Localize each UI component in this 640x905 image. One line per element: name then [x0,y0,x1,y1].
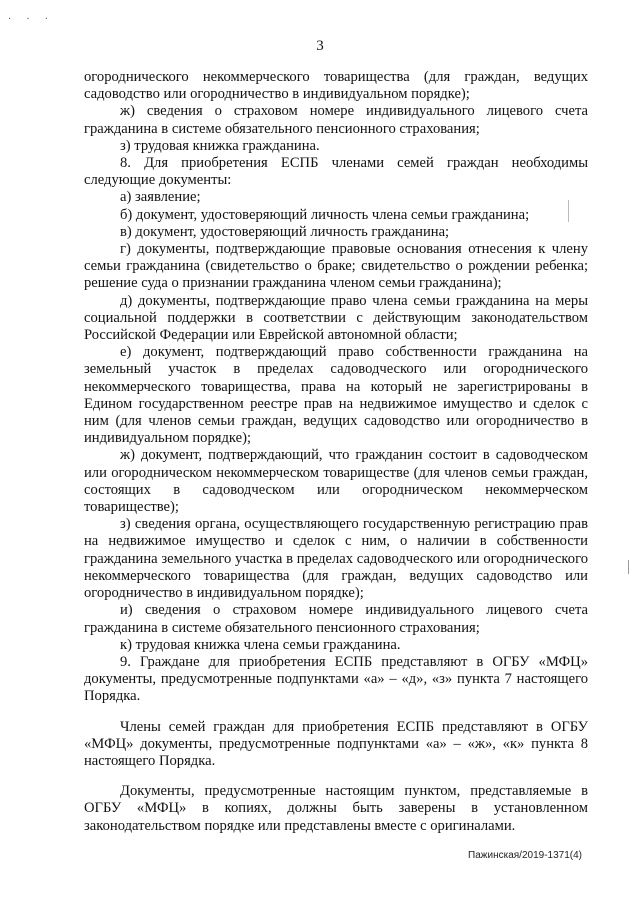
paragraph-8-a: а) заявление; [120,189,201,206]
document-body [84,69,588,835]
paragraph-8-zh: ж) документ, подтверждающий, что гражданин состоит в садоводческом или огородническом некоммерческом товариществе (для членов семьи граждан, состоящих в садоводческом или огородническом некоммерческом товариществе); [84,447,588,516]
paragraph-8-i: и) сведения о страховом номере индивидуального лицевого счета гражданина в системе обязательного пенсионного страхования; [84,602,588,636]
paragraph-9-members: Члены семей граждан для приобретения ЕСПБ представляют в ОГБУ «МФЦ» документы, предусмотренные подпунктами «а» – «ж», «к» пункта 8 настоящего Порядка. [84,718,588,769]
paragraph-9-copies: Документы, предусмотренные настоящим пунктом, представляемые в ОГБУ «МФЦ» в копиях, должны быть заверены в установленном законодательством порядке или представлены вместе с оригиналами. [84,783,588,834]
paragraph-8-b: б) документ, удостоверяющий личность члена семьи гражданина; [120,206,530,223]
paragraph-7-zh: ж) сведения о страховом номере индивидуального лицевого счета гражданина в системе обязательного пенсионного страхования; [84,103,588,137]
paragraph-8-v: в) документ, удостоверяющий личность гражданина; [120,223,450,240]
paragraph-9: 9. Граждане для приобретения ЕСПБ представляют в ОГБУ «МФЦ» документы, предусмотренные подпунктами «а» – «д», «з» пункта 7 настоящего Порядка. [84,653,588,705]
paragraph-8-g: г) документы, подтверждающие правовые основания отнесения к члену семьи гражданина (свидетельство о браке; свидетельство о рождении ребенка; решение суда о признании гражданина членом семьи гражданина); [84,241,588,292]
paragraph-8-e: е) документ, подтверждающий право собственности гражданина на земельный участок в пределах садоводческого или огороднического некоммерческого товарищества, права на который не зарегистрированы в Едином государственном реестре прав на недвижимое имущество и сделок с ним (для членов семьи граждан, ведущих садоводство или огородничество в индивидуальном порядке); [84,344,588,447]
page-number: 3 [316,38,324,54]
paragraph-8-z: з) сведения органа, осуществляющего государственную регистрацию прав на недвижимое имущество и сделок с ним, о наличии в собственности гражданина земельного участка в пределах садоводческого или огороднического некоммерческого товарищества (для граждан, ведущих садоводство или огородничество в индивидуальном порядке); [84,516,588,602]
paragraph-continuation: огороднического некоммерческого товарищества (для граждан, ведущих садоводство или огородничество в индивидуальном порядке); [84,69,588,103]
scan-artifact-dots: · · · [8,14,54,25]
scan-artifact-mark [628,560,629,574]
paragraph-8-heading: 8. Для приобретения ЕСПБ членами семей граждан необходимы следующие документы: [84,155,588,189]
paragraph-8-k: к) трудовая книжка члена семьи гражданина. [120,636,401,653]
paragraph-7-z: з) трудовая книжка гражданина. [120,137,320,154]
document-footer-code: Пажинская/2019-1371(4) [468,850,582,861]
paragraph-8-d: д) документы, подтверждающие право члена семьи гражданина на меры социальной поддержки в соответствии с действующим законодательством Российской Федерации или Еврейской автономной области; [84,292,588,344]
